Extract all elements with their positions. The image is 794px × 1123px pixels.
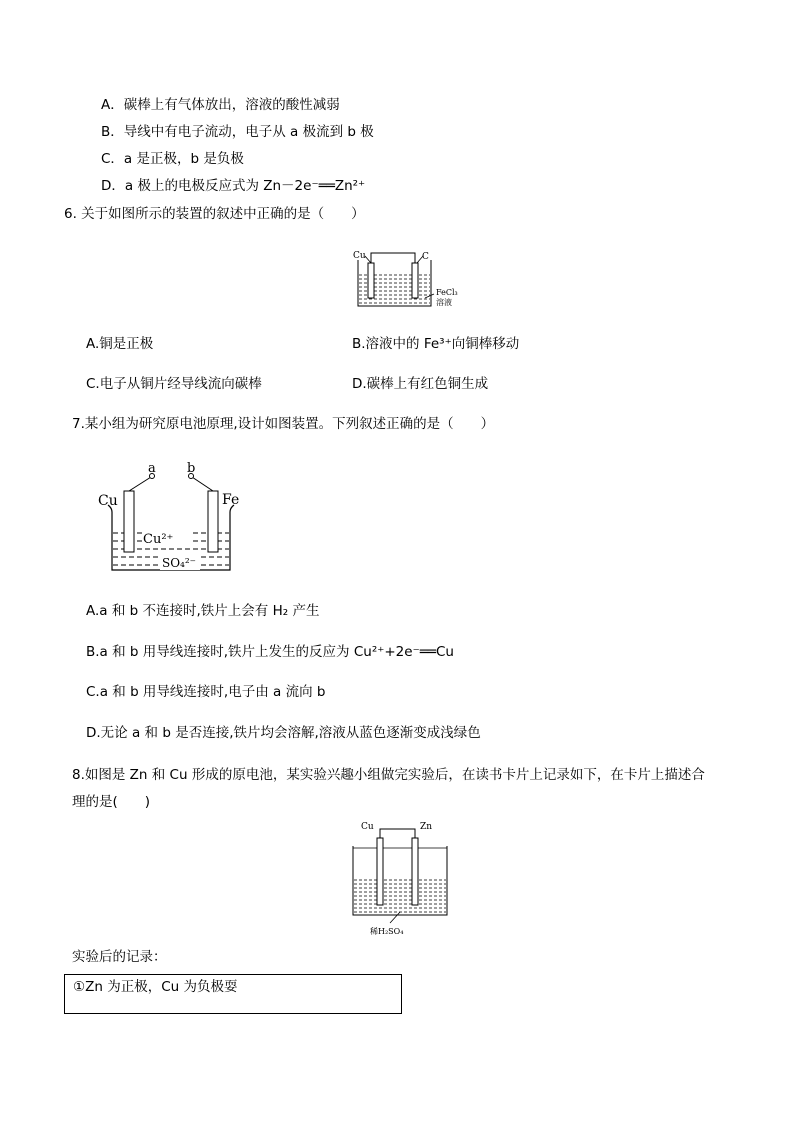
q8-stem-line1: 8.如图是 Zn 和 Cu 形成的原电池，某实验兴趣小组做完实验后，在读书卡片上记录如下，在卡片上描述合: [72, 767, 705, 783]
q8-h2so4-label: 稀H₂SO₄: [370, 927, 404, 936]
q8-stem-line2: 理的是( ): [72, 794, 151, 810]
q8-record-card: [64, 974, 402, 1014]
q6-fecl3-label: FeCl₃: [436, 288, 458, 297]
q7-terminal-a-label: a: [148, 461, 156, 476]
q7-sulfate-ion-label: SO₄²⁻: [162, 556, 197, 570]
q7-option-b: B.a 和 b 用导线连接时,铁片上发生的反应为 Cu²⁺+2e⁻══Cu: [86, 644, 454, 660]
q7-option-d: D.无论 a 和 b 是否连接,铁片均会溶解,溶液从蓝色逐渐变成浅绿色: [86, 725, 481, 741]
q5-option-c: C．a 是正极，b 是负极: [101, 151, 244, 167]
q6-stem: 6. 关于如图所示的装置的叙述中正确的是（ ）: [64, 206, 365, 222]
q8-zn-label: Zn: [420, 822, 433, 832]
q8-figure: [350, 818, 460, 943]
q7-cell-diagram: [96, 460, 256, 580]
q8-record-card-text: ①Zn 为正极，Cu 为负极耍: [73, 979, 238, 995]
q5-option-b: B．导线中有电子流动，电子从 a 极流到 b 极: [101, 124, 374, 140]
q7-option-a: A.a 和 b 不连接时,铁片上会有 H₂ 产生: [86, 603, 320, 619]
q7-cu-ion-label: Cu²⁺: [143, 532, 174, 547]
q7-option-c: C.a 和 b 用导线连接时,电子由 a 流向 b: [86, 684, 326, 700]
q6-option-b: B.溶液中的 Fe³⁺向铜棒移动: [352, 336, 520, 352]
q7-stem: 7.某小组为研究原电池原理,设计如图装置。下列叙述正确的是（ ）: [72, 416, 495, 432]
q8-cell-diagram: [350, 818, 460, 943]
q7-figure: [96, 460, 256, 580]
q5-option-a: A．碳棒上有气体放出，溶液的酸性减弱: [101, 97, 340, 113]
q5-option-d: D．a 极上的电极反应式为 Zn－2e⁻══Zn²⁺: [101, 178, 366, 194]
q6-cell-diagram: [350, 244, 490, 314]
q7-fe-label: Fe: [222, 492, 240, 508]
q6-c-label: C: [422, 252, 429, 262]
q6-figure: [350, 244, 490, 314]
q6-option-d: D.碳棒上有红色铜生成: [352, 376, 489, 392]
q6-cu-label: Cu: [353, 251, 366, 261]
q6-solution-label: 溶液: [436, 298, 452, 307]
q8-cu-label: Cu: [361, 822, 374, 832]
q6-option-a: A.铜是正极: [86, 336, 154, 352]
q7-cu-label: Cu: [98, 493, 118, 509]
q8-record-label: 实验后的记录：: [72, 949, 167, 965]
q7-terminal-b-label: b: [187, 461, 196, 476]
q6-option-c: C.电子从铜片经导线流向碳棒: [86, 376, 262, 392]
